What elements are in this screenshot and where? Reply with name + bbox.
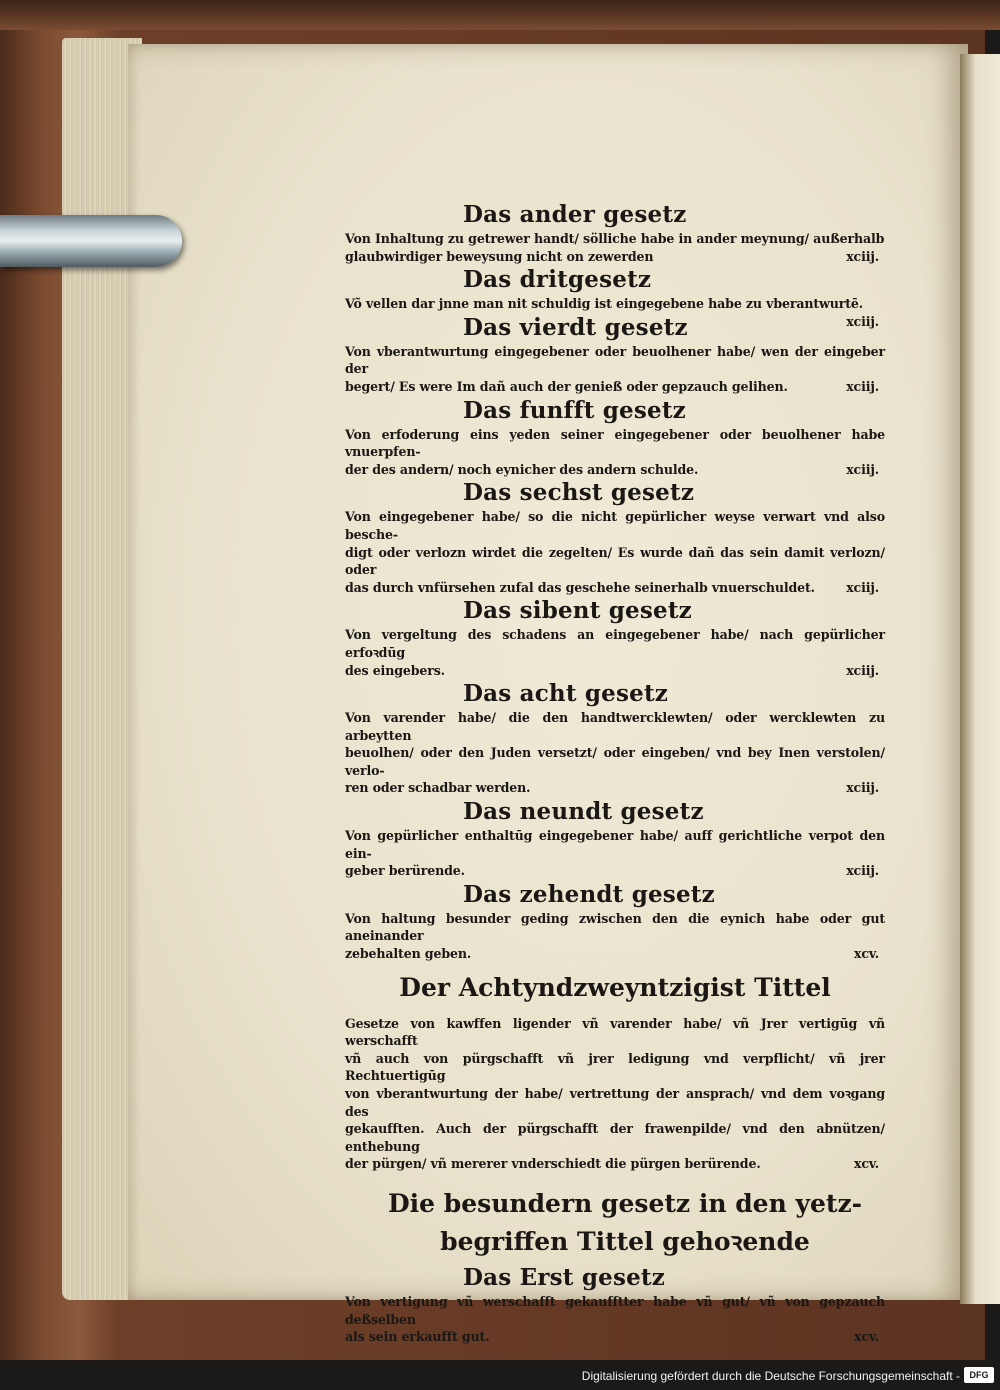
text-line-content: der des andern/ noch eynicher des andern schulde. [345, 461, 699, 477]
text-line-last [345, 779, 885, 797]
law-section [345, 880, 885, 963]
text-line-content: begert/ Es were Im dañ auch der genieß oder gepzauch gelihen. [345, 378, 788, 394]
text-line-content: ren oder schadbar werden. [345, 780, 531, 796]
law-section [345, 596, 885, 679]
section-heading: Das neundt gesetz [463, 798, 704, 826]
text-line-last [345, 1328, 885, 1346]
text-line: Von erfoderung eins yeden seiner eingegebener oder beuolhener habe vnuerpfen- [345, 426, 885, 460]
section-paragraph [345, 1293, 885, 1346]
law-section [345, 200, 885, 265]
section-paragraph [345, 230, 885, 265]
text-line: beuolhen/ oder den Juden versetzt/ oder eingeben/ vnd bey Inen verstolen/ verlo- [345, 745, 885, 778]
text-line-last [345, 662, 885, 680]
section-heading: Das ander gesetz [463, 201, 687, 228]
text-line: Von varender habe/ die den handtwercklewten/ oder wercklewten zu arbeytten [345, 710, 885, 743]
text-line: Von Inhaltung zu getrewer handt/ sölliche habe in ander meynung/ außerhalb [345, 231, 885, 246]
text-line-content: das durch vnfürsehen zufal das geschehe seinerhalb vnuerschuldet. [345, 579, 815, 595]
section-paragraph [345, 827, 885, 880]
text-line: digt oder verlozn wirdet die zegelten/ Es wurde dañ das sein damit verlozn/ oder [345, 544, 885, 578]
text-line-content: zebehalten geben. [345, 946, 472, 962]
section-paragraph [345, 508, 885, 596]
text-line: Von haltung besunder geding zwischen den die eynich habe oder gut aneinander [345, 910, 885, 944]
text-line: Von vberantwurtung eingegebener oder beuolhener habe/ wen der eingeber der [345, 343, 885, 377]
folio-number: xciij. [846, 579, 879, 595]
facing-page-edge [960, 54, 1000, 1304]
law-section [345, 797, 885, 880]
section-heading: Das dritgesetz [463, 266, 652, 294]
text-line-last [345, 862, 885, 880]
text-line: Von eingegebener habe/ so die nicht gepürlicher weyse verwart vnd also besche- [345, 509, 885, 542]
section-paragraph [345, 910, 885, 963]
section-paragraph [345, 709, 885, 797]
bookmark-strip [0, 215, 182, 267]
text-line: Von vertigung vñ werschafft gekaufftter habe vñ gut/ vñ von gepzauch deßselben [345, 1293, 885, 1327]
section-heading: Das funfft gesetz [463, 396, 686, 424]
folio-number: xcv. [853, 1329, 879, 1345]
folio-number: xciij. [846, 863, 879, 879]
page-text [345, 200, 885, 1346]
text-line-last [345, 579, 885, 597]
section-heading: Das zehendt gesetz [463, 880, 715, 908]
law-section [345, 396, 885, 479]
text-line-content: des eingebers. [345, 662, 445, 678]
text-line: Von vergeltung des schadens an eingegebener habe/ nach gepürlicher erfoꝛdūg [345, 627, 885, 660]
dfg-logo-icon: DFG [964, 1367, 994, 1383]
law-section [345, 313, 885, 396]
text-line-last [345, 378, 885, 396]
section-heading: Das vierdt gesetz [463, 313, 688, 341]
footer-bar [0, 1360, 1000, 1390]
text-line-last [345, 461, 885, 479]
text-line-last [345, 945, 885, 963]
folio-number: xcv. [853, 946, 879, 962]
section-heading: Das acht gesetz [463, 680, 669, 708]
folio-number: xciij. [846, 248, 879, 264]
section-paragraph [345, 343, 885, 396]
text-line: Gesetze von kawffen ligender vñ varender habe/ vñ Jrer vertigūg vñ werschafft [345, 1015, 885, 1049]
text-line-content: glaubwirdiger beweysung nicht on zewerden [345, 248, 654, 264]
footer-credit: Digitalisierung gefördert durch die Deutsche Forschungsgemeinschaft - [581, 1369, 960, 1383]
besundern-heading-line-1: Die besundern gesetz in den yetz- [387, 1188, 863, 1218]
text-line-content: Võ vellen dar jnne man nit schuldig ist eingegebene habe zu vberantwurtē. [345, 296, 863, 312]
text-line: Von gepürlicher enthaltūg eingegebener habe/ auff gerichtliche verpot den ein- [345, 828, 885, 861]
folio-number: xcv. [853, 1156, 879, 1172]
section-heading: Das sechst gesetz [463, 479, 695, 507]
tittel-paragraph [345, 1015, 885, 1173]
tittel-heading: Der Achtyndzweyntzigist Tittel [399, 972, 831, 1002]
text-line-content: als sein erkaufft gut. [345, 1329, 490, 1345]
folio-number: xciij. [846, 662, 879, 678]
sections-list [345, 200, 885, 963]
folio-number: xciij. [846, 313, 879, 329]
last-section [345, 1263, 885, 1346]
folio-number: xciij. [846, 461, 879, 477]
text-line: vñ auch von pürgschafft vñ jrer ledigung vnd verpflicht/ vñ jrer Rechtuertigūg [345, 1050, 885, 1084]
besundern-heading-line-2: begriffen Tittel gehoꝛende [440, 1226, 810, 1256]
section-heading: Das Erst gesetz [463, 1263, 666, 1291]
text-line: von vberantwurtung der habe/ vertrettung der ansprach/ vnd dem voꝛgang des [345, 1086, 885, 1119]
text-line-content: der pürgen/ vñ mererer vnderschiedt die pürgen berürende. [345, 1156, 761, 1172]
book-cover-top [0, 0, 1000, 30]
section-heading: Das sibent gesetz [463, 597, 692, 625]
text-line-last [345, 248, 885, 266]
section-paragraph [345, 426, 885, 479]
text-line: gekaufften. Auch der pürgschafft der frawenpilde/ vnd den abnützen/ enthebung [345, 1121, 885, 1154]
text-line-last [345, 1155, 885, 1173]
folio-number: xciij. [846, 378, 879, 394]
folio-number: xciij. [846, 780, 879, 796]
text-line-content: geber berürende. [345, 863, 465, 879]
section-paragraph [345, 626, 885, 679]
law-section [345, 478, 885, 596]
law-section [345, 679, 885, 797]
